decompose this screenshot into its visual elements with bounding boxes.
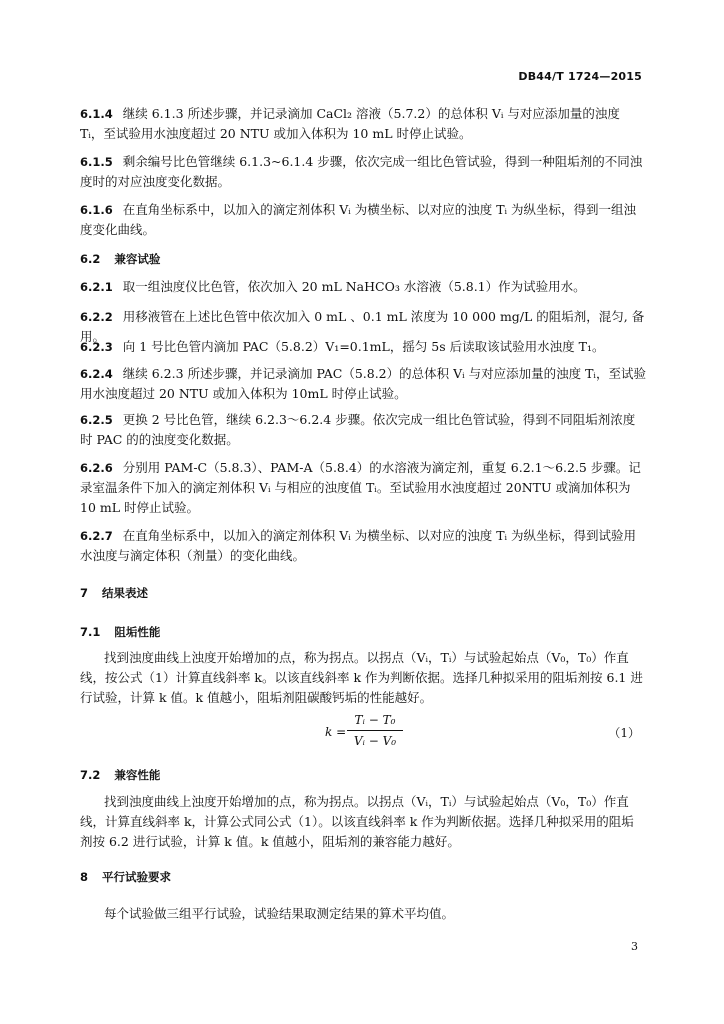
section-7-2-body: 找到浊度曲线上浊度开始增加的点，称为拐点。以拐点（Vᵢ，Tᵢ）与试验起始点（V₀，T₀）作直线，计算直线斜率 k，计算公式同公式（1）。以该直线斜率 k 作为判断依据。选择几种拟采用的阻垢剂按 6.2 进行试验，计算 k 值。k 值越小，阻垢剂的兼容能力越好。 — [80, 794, 634, 849]
fraction-bar — [347, 730, 403, 731]
formula-number: （1） — [608, 726, 640, 740]
clause-6-2-3: 6.2.3 向 1 号比色管内滴加 PAC（5.8.2）V₁=0.1mL，摇匀 5s 后读取该试验用水浊度 T₁。 — [80, 339, 605, 354]
section-8-body: 每个试验做三组平行试验，试验结果取测定结果的算术平均值。 — [104, 906, 455, 921]
page-number: 3 — [631, 940, 638, 953]
formula-numerator: Tᵢ − T₀ — [354, 713, 396, 727]
formula-fraction — [345, 711, 405, 750]
section-7-1-heading: 7.1 阻垢性能 — [80, 625, 161, 639]
formula-lhs: k = — [325, 725, 347, 739]
clause-6-1-4: 6.1.4 继续 6.1.3 所述步骤，并记录滴加 CaCl₂ 溶液（5.7.2）的总体积 Vᵢ 与对应添加量的浊度 Tᵢ，至试验用水浊度超过 20 NTU 或加入体积为 10 mL 时停止试验。 — [80, 106, 620, 141]
formula-denominator: Vᵢ − V₀ — [353, 734, 397, 748]
clause-6-1-6: 6.1.6 在直角坐标系中，以加入的滴定剂体积 Vᵢ 为横坐标、以对应的浊度 Tᵢ 为纵坐标，得到一组浊度变化曲线。 — [80, 202, 637, 237]
section-7-1-body: 找到浊度曲线上浊度开始增加的点，称为拐点。以拐点（Vᵢ，Tᵢ）与试验起始点（V₀，T₀）作直线，按公式（1）计算直线斜率 k。以该直线斜率 k 作为判断依据。选择几种拟采用的阻垢剂按 6.1 进行试验，计算 k 值。k 值越小，阻垢剂阻碳酸钙垢的性能越好。 — [80, 650, 643, 705]
clause-6-2-4: 6.2.4 继续 6.2.3 所述步骤，并记录滴加 PAC（5.8.2）的总体积 Vᵢ 与对应添加量的浊度 Tᵢ，至试验用水浊度超过 20 NTU 或加入体积为 10mL 时停止试验。 — [80, 366, 646, 401]
section-8-heading: 8 平行试验要求 — [80, 870, 172, 884]
section-7-2-heading: 7.2 兼容性能 — [80, 768, 161, 782]
section-7-heading: 7 结果表述 — [80, 586, 149, 600]
clause-6-1-5: 6.1.5 剩余编号比色管继续 6.1.3~6.1.4 步骤，依次完成一组比色管试验，得到一种阻垢剂的不同浊度时的对应浊度变化数据。 — [80, 154, 643, 189]
clause-6-2-1: 6.2.1 取一组浊度仪比色管，依次加入 20 mL NaHCO₃ 水溶液（5.8.1）作为试验用水。 — [80, 279, 586, 294]
section-6-2-heading: 6.2 兼容试验 — [80, 252, 161, 266]
standard-code-header: DB44/T 1724—2015 — [518, 70, 642, 83]
clause-6-2-7: 6.2.7 在直角坐标系中，以加入的滴定剂体积 Vᵢ 为横坐标、以对应的浊度 Tᵢ 为纵坐标，得到试验用水浊度与滴定体积（剂量）的变化曲线。 — [80, 528, 637, 563]
clause-6-2-6: 6.2.6 分别用 PAM-C（5.8.3）、PAM-A（5.8.4）的水溶液为滴定剂，重复 6.2.1～6.2.5 步骤。记录室温条件下加入的滴定剂体积 Vᵢ 与相应的浊度值 Tᵢ。至试验用水浊度超过 20NTU 或滴加体积为 10 mL 时停止试验。 — [80, 460, 641, 515]
clause-6-2-5: 6.2.5 更换 2 号比色管，继续 6.2.3～6.2.4 步骤。依次完成一组比色管试验，得到不同阻垢剂浓度时 PAC 的的浊度变化数据。 — [80, 412, 636, 447]
clause-6-2-2: 6.2.2 用移液管在上述比色管中依次加入 0 mL 、0.1 mL 浓度为 10 000 mg/L 的阻垢剂，混匀, 备用。 — [80, 309, 645, 344]
